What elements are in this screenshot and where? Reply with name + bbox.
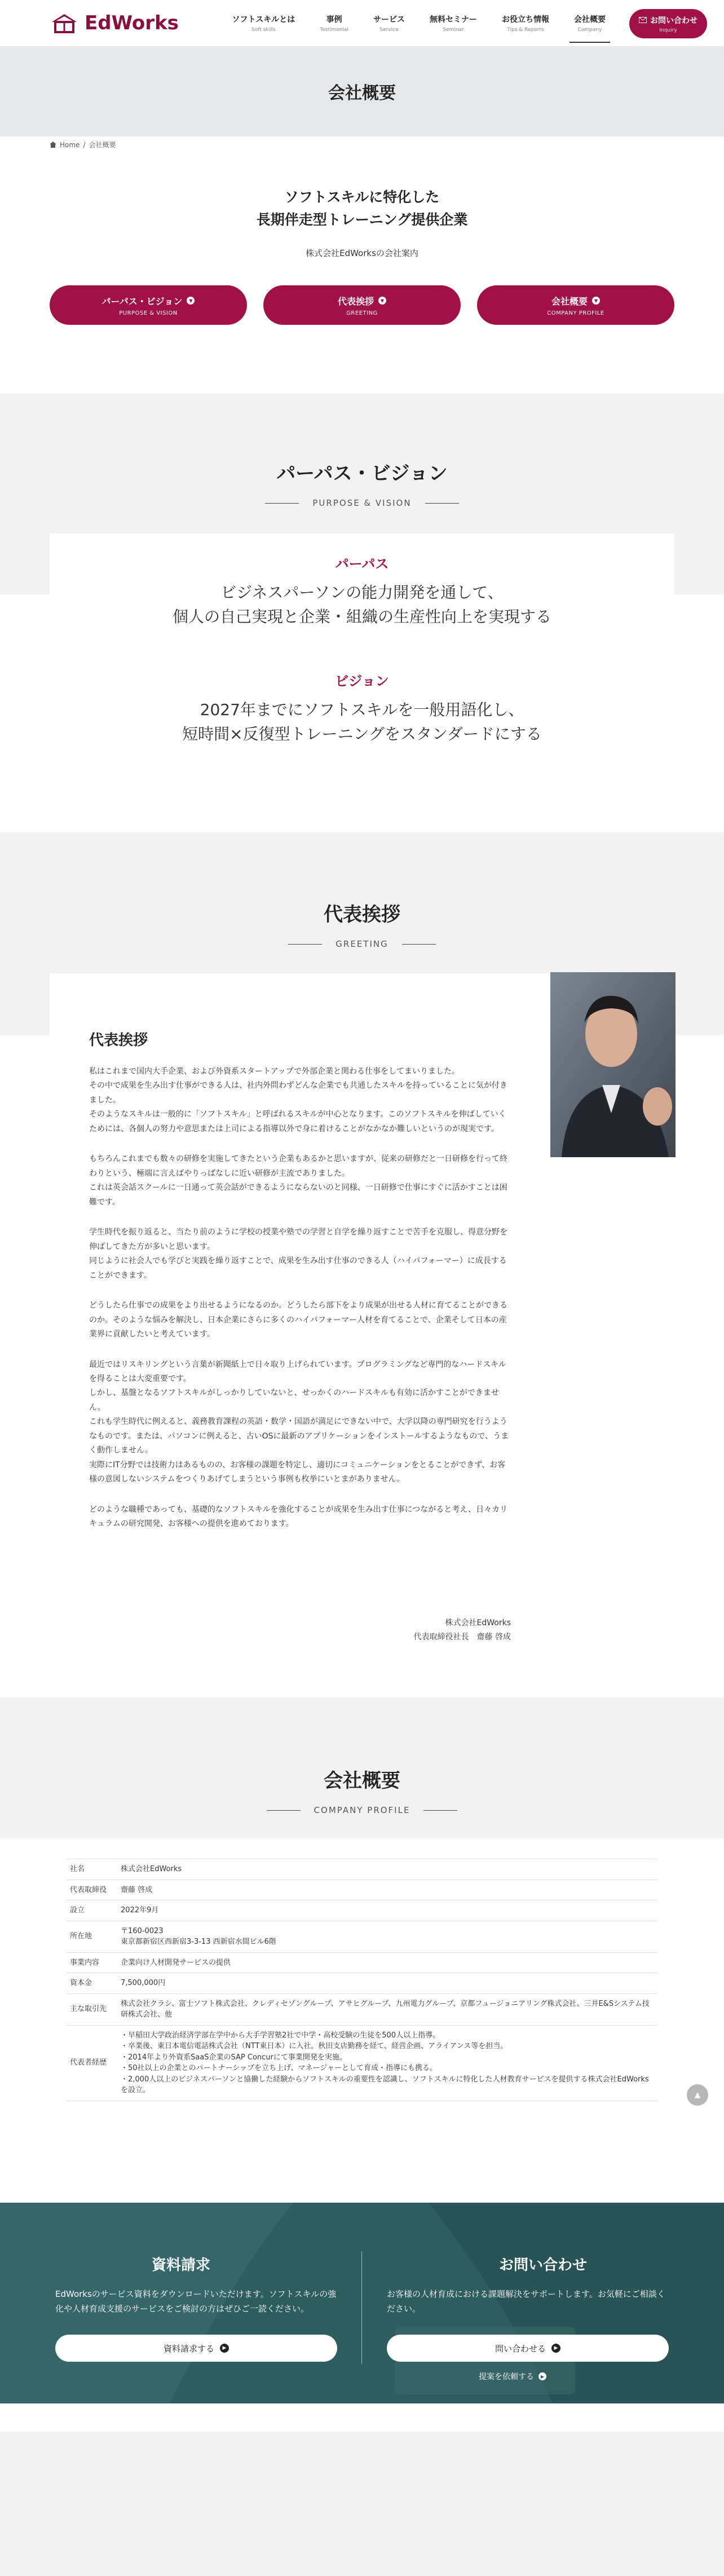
table-row [67,1921,657,1952]
profile-value: 株式会社EdWorks [117,1859,657,1880]
contact-button[interactable] [387,2335,669,2362]
nav-sublabel: Tips & Reports [507,27,544,33]
signature [414,1616,511,1644]
greeting-card-title: 代表挨拶 [89,1032,148,1049]
cta-docs-title: 資料請求 [151,2257,210,2274]
nav-sublabel: Soft skills [251,27,276,33]
intro-lead [0,186,724,231]
profile-key: 主な取引先 [67,1993,117,2025]
footer [0,2432,724,2576]
anchor-sublabel: GREETING [346,310,378,316]
breadcrumb-current: 会社概要 [89,141,116,149]
anchor-profile-button[interactable] [477,285,674,325]
docs-request-button[interactable] [55,2335,337,2362]
nav-company[interactable] [562,0,618,46]
header-contact-button[interactable] [629,9,707,38]
section-title: 代表挨拶 [324,903,400,926]
section-en: COMPANY PROFILE [314,1805,410,1815]
arrow-right-icon: ▶ [551,2344,560,2353]
breadcrumb-home[interactable]: Home [60,140,80,149]
arrow-right-icon: ▶ [538,2372,546,2380]
nav-testimonial[interactable] [307,0,361,46]
purpose-line: 個人の自己実現と企業・組織の生産性向上を実現する [172,607,551,627]
anchor-label: パーパス・ビジョン [101,295,183,307]
cta-contact-desc: お客様の人材育成における課題解決をサポートします。お気軽にご相談ください。 [387,2289,665,2314]
purpose-line: ビジネスパーソンの能力開発を通して、 [220,583,504,602]
purpose-label: パーパス [335,556,389,572]
greeting-paragraph: 学生時代を振り返ると、当たり前のように学校の授業や塾での学習と自学を繰り返すことで苦手を克服し、得意分野を伸ばしてきた方が多いと思います。 同じように社会人でも学びと実践を繰り返すことで、成果を生み出す仕事のできる人（ハイパフォーマー）に成長することができます。 [89,1228,507,1280]
nav-tips[interactable] [489,0,562,46]
nav-label: ソフトスキルとは [232,15,295,24]
cta-docs [0,2203,362,2403]
vision-label: ビジョン [335,673,389,689]
table-row [67,1993,657,2025]
profile-value: ・早稲田大学政治経済学部在学中から大手学習塾2社で中学・高校受験の生徒を500人以上指導。 ・卒業後、東日本電信電話株式会社（NTT東日本）に入社。秋田支店勤務を経て、経営企画、アライアンス等を担当。 ・2014年より外資系SaaS企業のSAP Concurにて事業開発を実施。 ・50社以上の企業とのパートナーシップを立ち上げ、マネージャーとして育成・指導にも携る。 ・2,000人以上のビジネスパーソンと協働した経験からソフトスキルの重要性を認識し、ソフトスキルに特化した人材教育サービスを提供する株式会社EdWorksを設立。 [117,2025,657,2101]
table-row [67,2025,657,2101]
profile-key: 事業内容 [67,1952,117,1973]
footer-spacer [0,2403,724,2432]
table-row [67,1973,657,1994]
greeting-body [89,1065,511,1547]
profile-key: 代表者経歴 [67,2025,117,2101]
proposal-link[interactable] [332,2371,694,2382]
chevron-down-icon: ▼ [378,297,386,305]
nav-seminar[interactable] [417,0,489,46]
profile-table [67,1859,657,2101]
intro [0,186,724,259]
anchor-greeting-button[interactable] [263,285,461,325]
intro-lead-line: 長期伴走型トレーニング提供企業 [256,211,468,228]
purpose-heading [0,458,724,508]
cta-contact [362,2203,724,2403]
docs-request-label: 資料請求する [163,2343,214,2354]
profile-heading [0,1765,724,1815]
anchor-sublabel: COMPANY PROFILE [547,310,604,316]
cta-contact-title: お問い合わせ [498,2257,587,2274]
vision-line: 短時間×反復型トレーニングをスタンダードにする [182,725,542,744]
chevron-down-icon: ▼ [187,297,195,305]
greeting-heading [0,899,724,949]
profile-value: 7,500,000円 [117,1973,657,1994]
table-row [67,1952,657,1973]
purpose-block [0,553,724,629]
home-icon [50,142,56,148]
purpose-text [0,580,724,629]
profile-key: 社名 [67,1859,117,1880]
nav-label: 無料セミナー [430,15,477,24]
section-en: PURPOSE & VISION [312,498,412,508]
nav-sublabel: Testimonial [320,27,348,33]
table-row [67,1880,657,1900]
anchor-purpose-button[interactable] [50,285,247,325]
scroll-top-button[interactable] [687,2084,708,2106]
ceo-photo-illustration [550,972,676,1157]
section-en: GREETING [335,939,389,949]
contact-sublabel: Inquiry [659,27,677,33]
page-title: 会社概要 [328,83,396,103]
profile-key: 設立 [67,1900,117,1921]
vision-line: 2027年までにソフトスキルを一般用語化し、 [200,700,524,719]
profile-key: 資本金 [67,1973,117,1994]
arrow-right-icon: ▶ [220,2344,229,2353]
intro-lead-line: ソフトスキルに特化した [284,189,440,205]
signature-company: 株式会社EdWorks [445,1618,511,1627]
breadcrumb [50,140,116,149]
anchor-sublabel: PURPOSE & VISION [119,310,178,316]
profile-value: 齋藤 啓成 [117,1880,657,1900]
chevron-down-icon: ▼ [592,297,600,305]
profile-value: 2022年9月 [117,1900,657,1921]
nav-soft-skills[interactable] [220,0,308,46]
ceo-photo [550,972,676,1157]
greeting-paragraph: もちろんこれまでも数々の研修を実施してきたという企業もあるかと思いますが、従来の研修だと一日研修を行って終わりという、極端に言えばやりっぱなしに近い研修が主流でありました。 これは英会話スクールに一日通って英会話ができるようにならないのと同様、一日研修で仕事にすぐに活かすことは困難です。 [89,1154,507,1207]
section-title: パーパス・ビジョン [276,462,448,485]
anchor-links [50,285,674,325]
contact-label: お問い合わせ [650,16,697,25]
greeting-paragraph: どうしたら仕事での成果をより出せるようになるのか。どうしたら部下をより成果が出せる人材に育てることができるのか。そのような悩みを解決し、日本企業にさらに多くのハイパフォーマー人材を育てることで、企業そして日本の産業界に貢献したいと考えています。 [89,1301,507,1339]
table-row [67,1900,657,1921]
greeting-paragraph: どのような職種であっても、基礎的なソフトスキルを強化することが成果を生み出す仕事につながると考え、日々カリキュラムの研究開発、お客様への提供を進めております。 [89,1505,508,1529]
mail-icon [639,17,647,23]
profile-value: 企業向け人材開発サービスの提供 [117,1952,657,1973]
main-nav [220,0,707,46]
cta-section [0,2203,724,2403]
logo-text: EdWorks [85,12,179,34]
nav-sublabel: Company [577,27,602,33]
nav-label: 事例 [326,15,342,24]
profile-key: 所在地 [67,1921,117,1952]
cta-docs-desc: EdWorksのサービス資料をダウンロードいただけます。ソフトスキルの強化や人材育成支援のサービスをご検討の方はぜひご一読ください。 [55,2289,337,2314]
breadcrumb-separator: / [83,140,86,149]
section-title: 会社概要 [324,1770,400,1792]
anchor-label: 会社概要 [551,295,588,307]
nav-label: 会社概要 [574,15,606,24]
nav-label: サービス [373,15,405,24]
arrow-up-icon: ▲ [694,2090,701,2099]
logo[interactable] [50,12,179,34]
greeting-paragraph: 最近ではリスキリングという言葉が新聞紙上で日々取り上げられています。プログラミングなど専門的なハードスキルを得ることは大変重要です。 しかし、基盤となるソフトスキルがしっかりしていないと、せっかくのハードスキルも有効に活かすことができません。 これも学生時代に例えると、義務教育課程の英語・数学・国語が満足にできない中で、大学以降の専門研究を行うようなものです。または、パソコンに例えると、古いOSに最新のアプリケーションをインストールするようなもので、うまく動作しません。 実際にIT分野では技術力はあるものの、お客様の課題を特定し、適切にコミュニケーションをとることができず、お客様の意図しないシステムをつくりあげてしまうという事例も枚挙にいとまがありません。 [89,1360,509,1484]
contact-button-label: 問い合わせる [495,2343,546,2354]
profile-key: 代表取締役 [67,1880,117,1900]
page-title-band [0,46,724,136]
nav-label: お役立ち情報 [502,15,549,24]
vision-text [0,698,724,747]
site-header [0,0,724,46]
nav-sublabel: Seminar [443,27,464,33]
anchor-label: 代表挨拶 [337,295,374,307]
nav-service[interactable] [361,0,417,46]
profile-value: 〒160-0023 東京都新宿区西新宿3-3-13 西新宿水間ビル6階 [117,1921,657,1952]
proposal-link-label: 提案を依頼する [479,2372,534,2381]
signature-name: 代表取締役社長 齋藤 啓成 [413,1633,511,1642]
profile-value: 株式会社クラシ、富士ソフト株式会社、クレディセゾングループ、アサヒグループ、九州電力グループ、京都フュージョニアリング株式会社、三井E&Sシステム技研株式会社、他 [117,1993,657,2025]
vision-block [0,670,724,747]
intro-sub: 株式会社EdWorksの会社案内 [306,248,418,258]
logo-mark-icon [50,12,79,34]
greeting-paragraph: 私はこれまで国内大手企業、および外資系スタートアップで外部企業と関わる仕事をしてまいりました。 その中で成果を生み出す仕事ができる人は、社内外問わずどんな企業でも共通したスキルを持っていることに気が付きました。 そのようなスキルは一般的に「ソフトスキル」と呼ばれるスキルが中心となります。このソフトスキルを伸ばしていくためには、各個人の努力や意思または上司による指導以外で身に着けることがなかなか難しいというのが現実です。 [89,1067,507,1133]
nav-sublabel: Service [379,27,399,33]
table-row [67,1859,657,1880]
